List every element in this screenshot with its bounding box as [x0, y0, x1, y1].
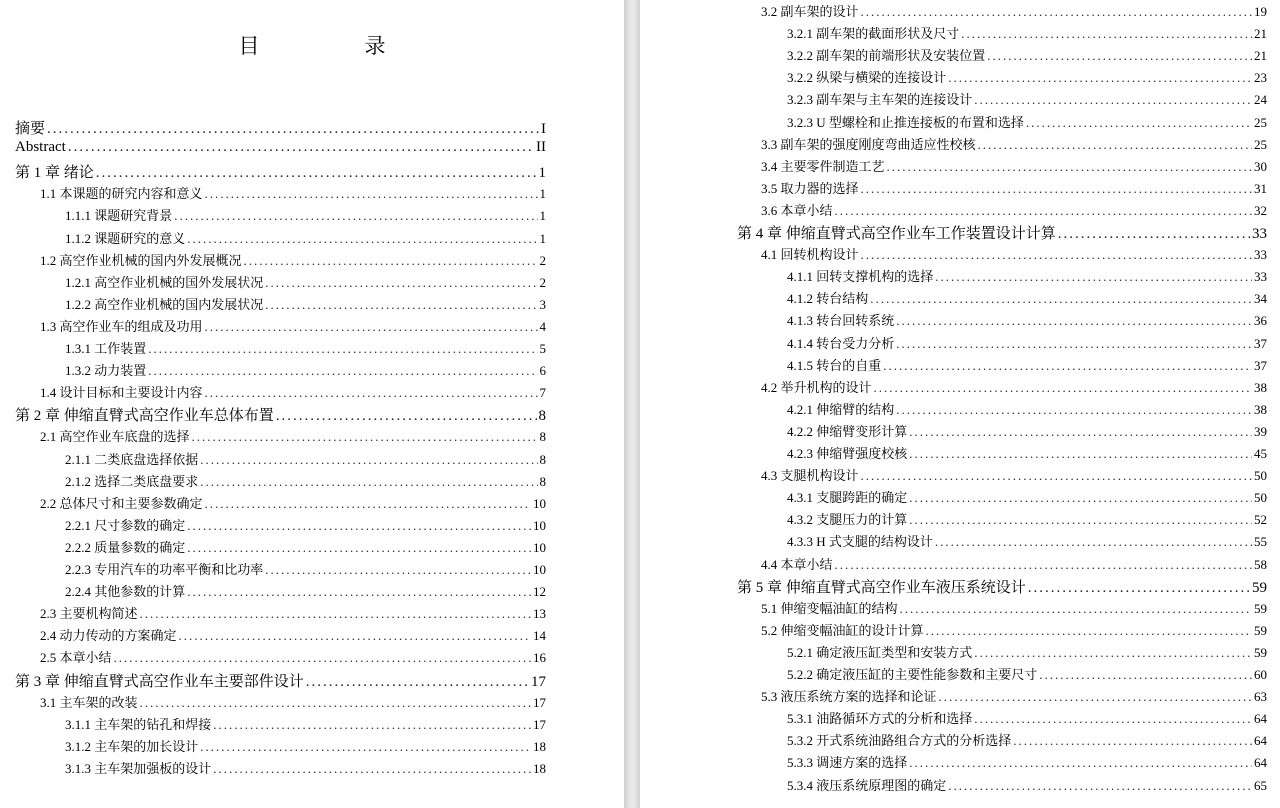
toc-entry	[15, 117, 546, 135]
toc-dot-leader	[205, 496, 531, 512]
toc-entry-title: 5.2.1 确定液压缸类型和安装方式	[787, 644, 973, 660]
toc-dot-leader	[861, 247, 1252, 263]
toc-entry-title: 1.3.2 动力装置	[65, 363, 147, 379]
toc-dot-leader	[213, 761, 531, 777]
toc-entry-title: 4.2.2 伸缩臂变形计算	[787, 423, 908, 439]
toc-dot-leader	[926, 623, 1252, 639]
toc-entry	[65, 294, 546, 312]
toc-entry-title: 4.1 回转机构设计	[761, 247, 859, 263]
toc-entry-title: 摘要	[15, 121, 46, 137]
toc-entry-page: 21	[1254, 48, 1267, 64]
toc-dot-leader	[1058, 226, 1250, 243]
toc-entry-page: 59	[1254, 600, 1267, 616]
toc-entry-title: 3.1.3 主车架加强板的设计	[65, 760, 212, 776]
toc-dot-leader	[961, 26, 1252, 42]
toc-entry	[40, 316, 546, 334]
toc-entry-title: 3.2.3 副车架与主车架的连接设计	[787, 92, 973, 108]
toc-dot-leader	[948, 778, 1252, 794]
toc-entry-page: 59	[1252, 579, 1267, 596]
toc-entry-title: 3.2.1 副车架的截面形状及尺寸	[787, 26, 960, 42]
toc-entry-title: 3.1.1 主车架的钻孔和焊接	[65, 716, 212, 732]
toc-entry-title: 4.2.3 伸缩臂强度校核	[787, 446, 908, 461]
toc-entry-title: 5.1 伸缩变幅油缸的结构	[761, 600, 898, 616]
toc-dot-leader	[174, 208, 537, 224]
toc-dot-leader	[213, 717, 531, 733]
toc-entry-title: 1.2.1 高空作业机械的国外发展状况	[65, 274, 264, 290]
toc-entry-title: 1.2.2 高空作业机械的国内发展状况	[65, 296, 264, 312]
toc-entry-page: 1	[539, 230, 546, 246]
toc-dot-leader	[47, 121, 539, 138]
toc-entry	[761, 377, 1267, 395]
toc-entry-page: 38	[1254, 401, 1267, 417]
toc-entry-page: 1	[539, 208, 546, 224]
toc-entry-page: 37	[1254, 335, 1267, 351]
toc-entry	[40, 183, 546, 201]
toc-entry-page: 1	[539, 186, 546, 202]
toc-entry-page: 38	[1254, 379, 1267, 395]
toc-entry-title: 4.1.5 转台的自重	[787, 357, 882, 373]
toc-entry	[761, 244, 1267, 262]
toc-entry-title: 4.2 举升机构的设计	[761, 379, 872, 395]
toc-entry	[761, 465, 1267, 483]
toc-dot-leader	[909, 490, 1252, 506]
toc-entry-page: 2	[539, 274, 546, 290]
toc-entry-page: 19	[1254, 4, 1267, 19]
toc-dot-leader	[205, 319, 538, 335]
toc-entry	[65, 559, 546, 577]
toc-dot-leader	[244, 253, 538, 269]
toc-entry-title: 3.2.2 纵梁与横梁的连接设计	[787, 70, 947, 86]
toc-dot-leader	[96, 165, 537, 182]
toc-entry	[787, 89, 1267, 107]
toc-dot-leader	[205, 186, 538, 202]
toc-entry-title: 3.2 副车架的设计	[761, 4, 859, 19]
toc-dot-leader	[276, 408, 537, 425]
toc-entry-title: 2.3 主要机构简述	[40, 606, 138, 622]
toc-entry-title: 2.2 总体尺寸和主要参数确定	[40, 495, 203, 511]
toc-entry-title: 4.1.2 转台结构	[787, 291, 869, 307]
toc-entry	[15, 670, 546, 688]
toc-entry	[787, 509, 1267, 527]
toc-entry-page: 8	[539, 473, 546, 489]
toc-entry	[787, 288, 1267, 306]
toc-entry-page: 60	[1254, 667, 1267, 682]
toc-entry-page: 3	[539, 296, 546, 312]
toc-entry-page: 50	[1254, 490, 1267, 506]
toc-entry	[787, 752, 1267, 770]
toc-entry-title: 3.5 取力器的选择	[761, 180, 859, 196]
toc-dot-leader	[192, 429, 538, 445]
toc-entry	[761, 554, 1267, 572]
toc-entry-page: 21	[1254, 26, 1267, 42]
toc-entry-page: 14	[533, 628, 546, 644]
toc-dot-leader	[896, 336, 1252, 352]
toc-entry	[787, 333, 1267, 351]
toc-entry	[787, 45, 1267, 63]
toc-dot-leader	[974, 92, 1252, 108]
toc-entry-title: 3.2.2 副车架的前端形状及安装位置	[787, 48, 986, 64]
toc-entry-title: 2.1 高空作业车底盘的选择	[40, 429, 190, 445]
toc-entry	[761, 134, 1267, 152]
toc-entry-page: 55	[1254, 534, 1267, 550]
toc-dot-leader	[265, 275, 537, 291]
toc-entry	[761, 598, 1267, 616]
toc-entry-page: 13	[533, 606, 546, 622]
toc-dot-leader	[1039, 667, 1252, 683]
toc-dot-leader	[1026, 115, 1252, 131]
toc-entry-page: 18	[533, 738, 546, 754]
toc-entry-title: 4.3.1 支腿跨距的确定	[787, 490, 908, 506]
toc-entry	[761, 200, 1267, 218]
toc-entry-page: 10	[533, 562, 546, 577]
toc-entry-title: 4.4 本章小结	[761, 556, 833, 572]
toc-entry-title: 2.2.3 专用汽车的功率平衡和比功率	[65, 562, 264, 577]
toc-entry-page: 1	[538, 165, 546, 182]
toc-dot-leader	[909, 512, 1252, 528]
toc-dot-leader	[870, 291, 1252, 307]
toc-dot-leader	[887, 159, 1252, 175]
toc-entry-title: 4.3.3 H 式支腿的结构设计	[787, 534, 933, 550]
toc-entry-page: 8	[539, 429, 546, 445]
toc-entry-title: 3.2.3 U 型螺栓和止推连接板的布置和选择	[787, 114, 1024, 130]
toc-entry-title: 2.2.4 其他参数的计算	[65, 584, 186, 600]
toc-dot-leader	[148, 363, 537, 379]
toc-entry	[737, 222, 1267, 240]
toc-entry-page: 17	[533, 716, 546, 732]
toc-entry	[65, 537, 546, 555]
toc-entry-title: 2.2.1 尺寸参数的确定	[65, 517, 186, 533]
toc-dot-leader	[909, 446, 1252, 462]
toc-dot-leader	[909, 755, 1252, 771]
toc-dot-leader	[835, 203, 1252, 219]
toc-entry-title: 1.1.1 课题研究背景	[65, 208, 173, 224]
toc-dot-leader	[114, 650, 531, 666]
toc-entry-title: 1.2 高空作业机械的国内外发展概况	[40, 252, 242, 268]
toc-dot-leader	[68, 139, 534, 156]
toc-entry	[761, 178, 1267, 196]
toc-entry	[787, 642, 1267, 660]
toc-entry-page: 7	[539, 385, 546, 401]
toc-entry	[65, 272, 546, 290]
toc-entry-title: 第 3 章 伸缩直臂式高空作业车主要部件设计	[15, 673, 304, 690]
toc-entry-page: 17	[533, 694, 546, 710]
toc-entry	[40, 625, 546, 643]
toc-dot-leader	[1028, 580, 1250, 597]
toc-dot-leader	[306, 674, 529, 691]
page-gutter	[624, 0, 640, 808]
toc-entry	[40, 647, 546, 665]
toc-entry-page: 24	[1254, 92, 1267, 108]
toc-entry	[65, 581, 546, 599]
toc-dot-leader	[861, 4, 1252, 20]
toc-dot-leader	[948, 70, 1252, 86]
toc-entry	[787, 67, 1267, 85]
toc-entry-page: 10	[533, 517, 546, 533]
toc-entry	[15, 161, 546, 182]
toc-entry-title: 第 2 章 伸缩直臂式高空作业车总体布置	[15, 408, 274, 425]
toc-entry	[15, 404, 546, 425]
toc-entry-page: 52	[1254, 512, 1267, 528]
toc-entry	[65, 736, 546, 754]
toc-entry-page: 63	[1254, 689, 1267, 705]
toc-dot-leader	[974, 711, 1252, 727]
toc-entry	[787, 775, 1267, 793]
toc-entry	[787, 112, 1267, 130]
toc-entry-title: 3.1.2 主车架的加长设计	[65, 738, 199, 754]
toc-entry	[787, 443, 1267, 461]
document-page-left	[0, 0, 624, 808]
toc-entry	[787, 266, 1267, 284]
toc-dot-leader	[835, 557, 1252, 573]
toc-entry-page: 10	[533, 495, 546, 511]
toc-dot-leader	[861, 468, 1252, 484]
toc-entry-title: 5.3 液压系统方案的选择和论证	[761, 689, 937, 705]
toc-entry-page: 18	[533, 760, 546, 776]
toc-entry	[65, 714, 546, 732]
toc-dot-leader	[896, 402, 1252, 418]
toc-entry-page: 8	[539, 451, 546, 467]
toc-entry	[787, 708, 1267, 726]
toc-dot-leader	[265, 297, 537, 313]
toc-entry-title: 1.1.2 课题研究的意义	[65, 230, 186, 246]
toc-entry-title: 2.1.2 选择二类底盘要求	[65, 473, 199, 489]
toc-entry-page: 17	[531, 673, 546, 690]
toc-entry	[65, 471, 546, 489]
toc-entry-page: 4	[539, 318, 546, 334]
toc-entry	[40, 250, 546, 268]
toc-entry	[761, 620, 1267, 638]
toc-dot-leader	[200, 452, 537, 468]
toc-dot-leader	[187, 231, 537, 247]
toc-entry-title: 第 4 章 伸缩直臂式高空作业车工作装置设计计算	[737, 226, 1056, 242]
toc-entry-title: 3.3 副车架的强度刚度弯曲适应性校核	[761, 136, 976, 152]
toc-dot-leader	[978, 137, 1252, 153]
toc-entry	[65, 515, 546, 533]
toc-dot-leader	[179, 628, 531, 644]
toc-entry	[40, 692, 546, 710]
toc-entry-title: 第 1 章 绪论	[15, 165, 94, 182]
toc-dot-leader	[909, 424, 1252, 440]
toc-entry-page: 37	[1254, 357, 1267, 373]
toc-entry-title: 5.2.2 确定液压缸的主要性能参数和主要尺寸	[787, 667, 1038, 682]
toc-entry-page: 5	[539, 341, 546, 356]
toc-entry	[65, 228, 546, 246]
toc-entry-title: 4.3 支腿机构设计	[761, 468, 859, 484]
toc-entry-page: 16	[533, 650, 546, 666]
toc-entry-page: 32	[1254, 202, 1267, 218]
toc-dot-leader	[205, 385, 538, 401]
toc-entry-page: 33	[1254, 247, 1267, 263]
toc-entry-page: 8	[538, 408, 546, 425]
toc-entry	[40, 382, 546, 400]
toc-dot-leader	[987, 48, 1252, 64]
toc-entry-title: 3.4 主要零件制造工艺	[761, 158, 885, 174]
toc-entry-title: 3.6 本章小结	[761, 202, 833, 218]
toc-dot-leader	[883, 358, 1252, 374]
toc-entry-page: II	[536, 139, 546, 156]
toc-entry	[787, 664, 1267, 682]
toc-entry-title: 5.3.4 液压系统原理图的确定	[787, 777, 947, 793]
toc-entry-page: 33	[1254, 269, 1267, 285]
toc-entry	[737, 576, 1267, 594]
toc-entry-title: 第 5 章 伸缩直臂式高空作业车液压系统设计	[737, 579, 1026, 596]
toc-dot-leader	[187, 540, 531, 556]
toc-entry-page: 30	[1254, 158, 1267, 174]
toc-dot-leader	[140, 695, 531, 711]
toc-dot-leader	[187, 584, 531, 600]
toc-entry	[761, 1, 1267, 19]
toc-entry-page: 23	[1254, 70, 1267, 86]
toc-entry	[65, 449, 546, 467]
toc-dot-leader	[900, 601, 1252, 617]
toc-entry-page: 59	[1254, 622, 1267, 638]
toc-entry-page: 31	[1254, 180, 1267, 196]
toc-entry-page: 65	[1254, 777, 1267, 793]
toc-entry-title: 2.1.1 二类底盘选择依据	[65, 451, 199, 467]
toc-entry-title: 4.3.2 支腿压力的计算	[787, 512, 908, 528]
page-title: 目 录	[238, 34, 428, 58]
toc-entry	[787, 23, 1267, 41]
toc-entry-title: 2.4 动力传动的方案确定	[40, 628, 177, 644]
toc-entry-page: 64	[1254, 733, 1267, 749]
toc-entry-page: 64	[1254, 711, 1267, 727]
toc-entry-page: I	[541, 121, 546, 137]
toc-entry	[787, 487, 1267, 505]
toc-entry	[787, 730, 1267, 748]
toc-dot-leader	[1013, 733, 1252, 749]
toc-entry-title: 5.3.1 油路循环方式的分析和选择	[787, 711, 973, 727]
toc-entry-title: 1.4 设计目标和主要设计内容	[40, 385, 203, 401]
toc-dot-leader	[140, 606, 531, 622]
toc-entry	[65, 338, 546, 356]
toc-entry	[65, 205, 546, 223]
toc-dot-leader	[265, 562, 531, 578]
toc-dot-leader	[874, 380, 1252, 396]
toc-entry-title: 1.3 高空作业车的组成及功用	[40, 318, 203, 334]
toc-entry	[787, 421, 1267, 439]
toc-entry-page: 33	[1252, 226, 1267, 242]
toc-entry	[65, 758, 546, 776]
toc-dot-leader	[935, 534, 1252, 550]
toc-dot-leader	[200, 739, 531, 755]
toc-entry-title: 2.5 本章小结	[40, 650, 112, 666]
toc-entry	[40, 493, 546, 511]
toc-entry	[787, 355, 1267, 373]
toc-dot-leader	[187, 518, 531, 534]
toc-entry	[787, 399, 1267, 417]
toc-entry-title: 4.2.1 伸缩臂的结构	[787, 401, 895, 417]
toc-entry	[40, 426, 546, 444]
toc-dot-leader	[861, 181, 1252, 197]
toc-entry-page: 25	[1254, 136, 1267, 152]
toc-entry-page: 39	[1254, 423, 1267, 439]
toc-entry-title: 4.1.3 转台回转系统	[787, 313, 895, 329]
toc-entry-title: Abstract	[15, 139, 66, 156]
toc-entry-page: 25	[1254, 114, 1267, 130]
toc-entry-title: 1.3.1 工作装置	[65, 341, 147, 356]
toc-entry-page: 45	[1254, 446, 1267, 461]
toc-entry-title: 3.1 主车架的改装	[40, 694, 138, 710]
toc-entry	[787, 310, 1267, 328]
toc-dot-leader	[935, 269, 1252, 285]
toc-entry-title: 4.1.1 回转支撑机构的选择	[787, 269, 934, 285]
toc-entry-title: 5.3.2 开式系统油路组合方式的分析选择	[787, 733, 1012, 749]
toc-entry-page: 58	[1254, 556, 1267, 572]
toc-entry	[40, 603, 546, 621]
toc-entry	[15, 139, 546, 157]
toc-entry-title: 5.2 伸缩变幅油缸的设计计算	[761, 622, 924, 638]
toc-entry-page: 2	[539, 252, 546, 268]
toc-entry-title: 2.2.2 质量参数的确定	[65, 539, 186, 555]
toc-entry-title: 5.3.3 调速方案的选择	[787, 755, 908, 771]
toc-entry-title: 1.1 本课题的研究内容和意义	[40, 186, 203, 202]
toc-entry-page: 50	[1254, 468, 1267, 484]
toc-entry	[787, 531, 1267, 549]
toc-entry	[65, 360, 546, 378]
toc-entry-page: 34	[1254, 291, 1267, 307]
toc-entry-page: 12	[533, 584, 546, 600]
toc-dot-leader	[896, 313, 1252, 329]
toc-entry-page: 36	[1254, 313, 1267, 329]
toc-entry-page: 6	[539, 363, 546, 379]
toc-dot-leader	[148, 341, 537, 357]
toc-entry	[761, 156, 1267, 174]
toc-entry	[761, 686, 1267, 704]
toc-entry-page: 10	[533, 539, 546, 555]
toc-entry-page: 59	[1254, 644, 1267, 660]
toc-entry-page: 64	[1254, 755, 1267, 771]
toc-dot-leader	[939, 689, 1252, 705]
document-page-right	[640, 0, 1280, 808]
toc-dot-leader	[974, 645, 1252, 661]
toc-entry-title: 4.1.4 转台受力分析	[787, 335, 895, 351]
toc-dot-leader	[200, 474, 537, 490]
